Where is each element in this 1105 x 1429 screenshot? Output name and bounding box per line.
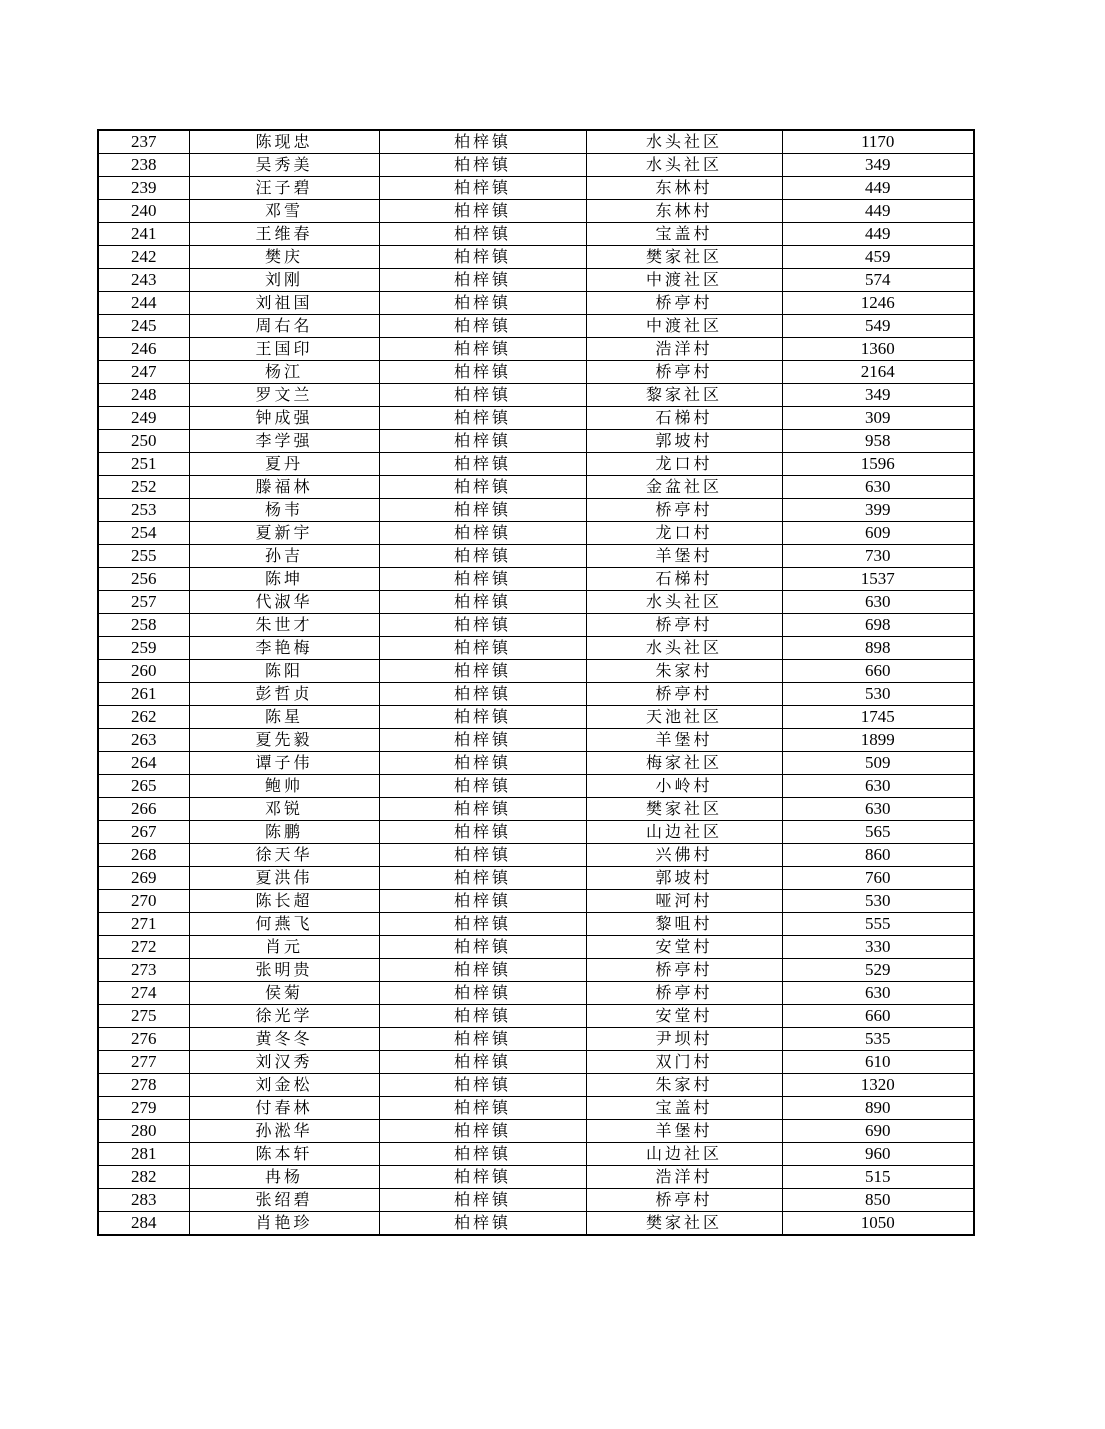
cell-name: 谭子伟 <box>189 752 379 775</box>
cell-index: 269 <box>98 867 189 890</box>
cell-village: 石梯村 <box>586 407 782 430</box>
cell-village: 石梯村 <box>586 568 782 591</box>
cell-name: 陈本轩 <box>189 1143 379 1166</box>
cell-name: 夏丹 <box>189 453 379 476</box>
cell-town: 柏梓镇 <box>379 936 586 959</box>
cell-village: 中渡社区 <box>586 269 782 292</box>
cell-town: 柏梓镇 <box>379 591 586 614</box>
table-row <box>98 1051 974 1074</box>
table-row <box>98 292 974 315</box>
cell-village: 朱家村 <box>586 1074 782 1097</box>
cell-village: 中渡社区 <box>586 315 782 338</box>
table-row <box>98 407 974 430</box>
cell-amount: 630 <box>782 982 974 1005</box>
table-row <box>98 821 974 844</box>
cell-index: 249 <box>98 407 189 430</box>
cell-town: 柏梓镇 <box>379 384 586 407</box>
cell-village: 浩洋村 <box>586 1166 782 1189</box>
table-row <box>98 269 974 292</box>
cell-index: 248 <box>98 384 189 407</box>
cell-index: 267 <box>98 821 189 844</box>
cell-town: 柏梓镇 <box>379 637 586 660</box>
cell-village: 郭坡村 <box>586 867 782 890</box>
cell-index: 256 <box>98 568 189 591</box>
cell-town: 柏梓镇 <box>379 1051 586 1074</box>
cell-town: 柏梓镇 <box>379 545 586 568</box>
table-row <box>98 522 974 545</box>
cell-index: 280 <box>98 1120 189 1143</box>
cell-index: 277 <box>98 1051 189 1074</box>
cell-town: 柏梓镇 <box>379 798 586 821</box>
cell-name: 钟成强 <box>189 407 379 430</box>
cell-amount: 1596 <box>782 453 974 476</box>
cell-town: 柏梓镇 <box>379 660 586 683</box>
cell-name: 鲍帅 <box>189 775 379 798</box>
cell-village: 桥亭村 <box>586 499 782 522</box>
cell-amount: 630 <box>782 775 974 798</box>
table-row <box>98 384 974 407</box>
cell-village: 羊堡村 <box>586 545 782 568</box>
cell-name: 张明贵 <box>189 959 379 982</box>
cell-name: 张绍碧 <box>189 1189 379 1212</box>
cell-index: 268 <box>98 844 189 867</box>
cell-name: 邓雪 <box>189 200 379 223</box>
cell-index: 261 <box>98 683 189 706</box>
cell-amount: 2164 <box>782 361 974 384</box>
cell-amount: 890 <box>782 1097 974 1120</box>
table-row <box>98 1097 974 1120</box>
cell-amount: 330 <box>782 936 974 959</box>
table-row <box>98 637 974 660</box>
cell-index: 245 <box>98 315 189 338</box>
cell-amount: 459 <box>782 246 974 269</box>
cell-town: 柏梓镇 <box>379 200 586 223</box>
cell-name: 付春林 <box>189 1097 379 1120</box>
cell-name: 王国印 <box>189 338 379 361</box>
cell-index: 283 <box>98 1189 189 1212</box>
cell-town: 柏梓镇 <box>379 338 586 361</box>
cell-index: 250 <box>98 430 189 453</box>
table-row <box>98 223 974 246</box>
cell-name: 刘汉秀 <box>189 1051 379 1074</box>
cell-index: 265 <box>98 775 189 798</box>
cell-index: 279 <box>98 1097 189 1120</box>
cell-index: 272 <box>98 936 189 959</box>
cell-index: 260 <box>98 660 189 683</box>
cell-town: 柏梓镇 <box>379 706 586 729</box>
cell-index: 266 <box>98 798 189 821</box>
cell-index: 263 <box>98 729 189 752</box>
cell-name: 陈现忠 <box>189 130 379 154</box>
cell-town: 柏梓镇 <box>379 154 586 177</box>
cell-town: 柏梓镇 <box>379 223 586 246</box>
cell-village: 桥亭村 <box>586 1189 782 1212</box>
cell-index: 274 <box>98 982 189 1005</box>
cell-village: 黎咀村 <box>586 913 782 936</box>
cell-town: 柏梓镇 <box>379 913 586 936</box>
table-row <box>98 476 974 499</box>
cell-amount: 565 <box>782 821 974 844</box>
cell-name: 樊庆 <box>189 246 379 269</box>
cell-index: 252 <box>98 476 189 499</box>
table-row <box>98 1074 974 1097</box>
cell-amount: 609 <box>782 522 974 545</box>
cell-town: 柏梓镇 <box>379 729 586 752</box>
cell-village: 羊堡村 <box>586 729 782 752</box>
cell-index: 254 <box>98 522 189 545</box>
table-row <box>98 130 974 154</box>
cell-town: 柏梓镇 <box>379 315 586 338</box>
cell-amount: 958 <box>782 430 974 453</box>
cell-amount: 1360 <box>782 338 974 361</box>
cell-village: 浩洋村 <box>586 338 782 361</box>
cell-village: 东林村 <box>586 177 782 200</box>
cell-name: 孙淞华 <box>189 1120 379 1143</box>
cell-index: 284 <box>98 1212 189 1236</box>
cell-index: 255 <box>98 545 189 568</box>
cell-village: 安堂村 <box>586 936 782 959</box>
cell-village: 宝盖村 <box>586 223 782 246</box>
cell-town: 柏梓镇 <box>379 890 586 913</box>
cell-town: 柏梓镇 <box>379 1120 586 1143</box>
cell-name: 罗文兰 <box>189 384 379 407</box>
cell-town: 柏梓镇 <box>379 959 586 982</box>
cell-village: 羊堡村 <box>586 1120 782 1143</box>
table-row <box>98 1005 974 1028</box>
cell-name: 何燕飞 <box>189 913 379 936</box>
cell-village: 双门村 <box>586 1051 782 1074</box>
cell-village: 龙口村 <box>586 453 782 476</box>
cell-name: 杨韦 <box>189 499 379 522</box>
table-row <box>98 1189 974 1212</box>
cell-name: 冉杨 <box>189 1166 379 1189</box>
cell-village: 哑河村 <box>586 890 782 913</box>
table-row <box>98 729 974 752</box>
cell-town: 柏梓镇 <box>379 821 586 844</box>
cell-village: 东林村 <box>586 200 782 223</box>
cell-index: 251 <box>98 453 189 476</box>
cell-town: 柏梓镇 <box>379 407 586 430</box>
cell-name: 夏新宇 <box>189 522 379 545</box>
cell-town: 柏梓镇 <box>379 982 586 1005</box>
cell-index: 253 <box>98 499 189 522</box>
cell-amount: 1537 <box>782 568 974 591</box>
cell-village: 樊家社区 <box>586 246 782 269</box>
cell-index: 278 <box>98 1074 189 1097</box>
table-row <box>98 660 974 683</box>
cell-amount: 515 <box>782 1166 974 1189</box>
table-row <box>98 1166 974 1189</box>
cell-town: 柏梓镇 <box>379 361 586 384</box>
cell-amount: 610 <box>782 1051 974 1074</box>
table-row <box>98 1143 974 1166</box>
table-row <box>98 844 974 867</box>
cell-name: 徐天华 <box>189 844 379 867</box>
cell-town: 柏梓镇 <box>379 1212 586 1236</box>
cell-amount: 1899 <box>782 729 974 752</box>
cell-name: 彭哲贞 <box>189 683 379 706</box>
table-row <box>98 683 974 706</box>
cell-index: 271 <box>98 913 189 936</box>
cell-index: 273 <box>98 959 189 982</box>
table-row <box>98 798 974 821</box>
cell-name: 陈坤 <box>189 568 379 591</box>
cell-name: 夏先毅 <box>189 729 379 752</box>
cell-village: 樊家社区 <box>586 1212 782 1236</box>
cell-name: 侯菊 <box>189 982 379 1005</box>
cell-town: 柏梓镇 <box>379 752 586 775</box>
cell-amount: 555 <box>782 913 974 936</box>
cell-amount: 349 <box>782 154 974 177</box>
cell-index: 240 <box>98 200 189 223</box>
cell-name: 陈星 <box>189 706 379 729</box>
cell-index: 241 <box>98 223 189 246</box>
cell-name: 刘祖国 <box>189 292 379 315</box>
table-row <box>98 499 974 522</box>
cell-village: 梅家社区 <box>586 752 782 775</box>
cell-index: 242 <box>98 246 189 269</box>
cell-index: 244 <box>98 292 189 315</box>
cell-amount: 574 <box>782 269 974 292</box>
cell-village: 郭坡村 <box>586 430 782 453</box>
cell-name: 王维春 <box>189 223 379 246</box>
table-row <box>98 200 974 223</box>
cell-amount: 898 <box>782 637 974 660</box>
cell-village: 桥亭村 <box>586 683 782 706</box>
cell-name: 刘刚 <box>189 269 379 292</box>
table-row <box>98 614 974 637</box>
cell-name: 代淑华 <box>189 591 379 614</box>
cell-name: 徐光学 <box>189 1005 379 1028</box>
cell-town: 柏梓镇 <box>379 1074 586 1097</box>
cell-village: 桥亭村 <box>586 982 782 1005</box>
cell-index: 239 <box>98 177 189 200</box>
cell-name: 肖艳珍 <box>189 1212 379 1236</box>
cell-village: 安堂村 <box>586 1005 782 1028</box>
cell-town: 柏梓镇 <box>379 1143 586 1166</box>
cell-amount: 399 <box>782 499 974 522</box>
cell-index: 257 <box>98 591 189 614</box>
cell-index: 282 <box>98 1166 189 1189</box>
cell-index: 243 <box>98 269 189 292</box>
table-row <box>98 1028 974 1051</box>
table-row <box>98 591 974 614</box>
cell-village: 水头社区 <box>586 154 782 177</box>
cell-village: 樊家社区 <box>586 798 782 821</box>
cell-town: 柏梓镇 <box>379 522 586 545</box>
cell-town: 柏梓镇 <box>379 292 586 315</box>
cell-amount: 630 <box>782 798 974 821</box>
cell-name: 夏洪伟 <box>189 867 379 890</box>
table-row <box>98 706 974 729</box>
cell-index: 270 <box>98 890 189 913</box>
cell-town: 柏梓镇 <box>379 775 586 798</box>
cell-town: 柏梓镇 <box>379 499 586 522</box>
cell-name: 杨江 <box>189 361 379 384</box>
table-row <box>98 568 974 591</box>
cell-amount: 549 <box>782 315 974 338</box>
table-row <box>98 982 974 1005</box>
cell-name: 肖元 <box>189 936 379 959</box>
cell-amount: 449 <box>782 200 974 223</box>
cell-amount: 535 <box>782 1028 974 1051</box>
cell-amount: 530 <box>782 890 974 913</box>
cell-town: 柏梓镇 <box>379 1005 586 1028</box>
cell-town: 柏梓镇 <box>379 476 586 499</box>
cell-town: 柏梓镇 <box>379 246 586 269</box>
table-row <box>98 430 974 453</box>
cell-amount: 530 <box>782 683 974 706</box>
cell-index: 247 <box>98 361 189 384</box>
cell-town: 柏梓镇 <box>379 430 586 453</box>
cell-village: 山边社区 <box>586 821 782 844</box>
cell-index: 238 <box>98 154 189 177</box>
cell-amount: 529 <box>782 959 974 982</box>
cell-town: 柏梓镇 <box>379 1166 586 1189</box>
cell-amount: 449 <box>782 223 974 246</box>
cell-amount: 309 <box>782 407 974 430</box>
cell-village: 山边社区 <box>586 1143 782 1166</box>
cell-amount: 1170 <box>782 130 974 154</box>
cell-town: 柏梓镇 <box>379 453 586 476</box>
cell-village: 小岭村 <box>586 775 782 798</box>
data-table <box>97 129 975 1236</box>
table-body <box>98 130 974 1235</box>
cell-town: 柏梓镇 <box>379 1097 586 1120</box>
cell-amount: 850 <box>782 1189 974 1212</box>
table-row <box>98 936 974 959</box>
cell-town: 柏梓镇 <box>379 1189 586 1212</box>
cell-amount: 690 <box>782 1120 974 1143</box>
cell-amount: 1745 <box>782 706 974 729</box>
cell-index: 237 <box>98 130 189 154</box>
table-row <box>98 913 974 936</box>
cell-village: 桥亭村 <box>586 614 782 637</box>
cell-amount: 660 <box>782 1005 974 1028</box>
cell-index: 246 <box>98 338 189 361</box>
cell-town: 柏梓镇 <box>379 568 586 591</box>
table-row <box>98 867 974 890</box>
cell-name: 陈阳 <box>189 660 379 683</box>
cell-name: 吴秀美 <box>189 154 379 177</box>
cell-amount: 509 <box>782 752 974 775</box>
table-row <box>98 775 974 798</box>
table-row <box>98 959 974 982</box>
cell-village: 黎家社区 <box>586 384 782 407</box>
cell-name: 刘金松 <box>189 1074 379 1097</box>
cell-village: 桥亭村 <box>586 959 782 982</box>
cell-name: 李学强 <box>189 430 379 453</box>
table-row <box>98 246 974 269</box>
cell-amount: 1246 <box>782 292 974 315</box>
cell-name: 陈长超 <box>189 890 379 913</box>
cell-amount: 1050 <box>782 1212 974 1236</box>
cell-village: 龙口村 <box>586 522 782 545</box>
cell-town: 柏梓镇 <box>379 683 586 706</box>
cell-town: 柏梓镇 <box>379 130 586 154</box>
cell-town: 柏梓镇 <box>379 269 586 292</box>
cell-town: 柏梓镇 <box>379 614 586 637</box>
cell-name: 李艳梅 <box>189 637 379 660</box>
table-row <box>98 890 974 913</box>
cell-name: 朱世才 <box>189 614 379 637</box>
cell-name: 黄冬冬 <box>189 1028 379 1051</box>
cell-index: 276 <box>98 1028 189 1051</box>
cell-name: 陈鹏 <box>189 821 379 844</box>
cell-name: 汪子碧 <box>189 177 379 200</box>
cell-index: 264 <box>98 752 189 775</box>
table-row <box>98 154 974 177</box>
cell-index: 275 <box>98 1005 189 1028</box>
table-row <box>98 545 974 568</box>
cell-amount: 1320 <box>782 1074 974 1097</box>
cell-village: 宝盖村 <box>586 1097 782 1120</box>
table-row <box>98 752 974 775</box>
cell-amount: 860 <box>782 844 974 867</box>
cell-town: 柏梓镇 <box>379 844 586 867</box>
table-row <box>98 315 974 338</box>
cell-village: 水头社区 <box>586 637 782 660</box>
table-row <box>98 453 974 476</box>
cell-village: 天池社区 <box>586 706 782 729</box>
cell-name: 周右名 <box>189 315 379 338</box>
cell-index: 281 <box>98 1143 189 1166</box>
cell-town: 柏梓镇 <box>379 177 586 200</box>
cell-amount: 730 <box>782 545 974 568</box>
cell-amount: 449 <box>782 177 974 200</box>
cell-village: 朱家村 <box>586 660 782 683</box>
cell-amount: 630 <box>782 476 974 499</box>
cell-amount: 660 <box>782 660 974 683</box>
cell-amount: 960 <box>782 1143 974 1166</box>
cell-name: 邓锐 <box>189 798 379 821</box>
cell-name: 孙吉 <box>189 545 379 568</box>
table-row <box>98 338 974 361</box>
cell-amount: 630 <box>782 591 974 614</box>
cell-amount: 349 <box>782 384 974 407</box>
cell-amount: 698 <box>782 614 974 637</box>
cell-village: 桥亭村 <box>586 361 782 384</box>
table-row <box>98 1120 974 1143</box>
cell-index: 259 <box>98 637 189 660</box>
cell-village: 水头社区 <box>586 130 782 154</box>
cell-index: 262 <box>98 706 189 729</box>
cell-village: 水头社区 <box>586 591 782 614</box>
cell-town: 柏梓镇 <box>379 1028 586 1051</box>
cell-index: 258 <box>98 614 189 637</box>
table-row <box>98 1212 974 1236</box>
table-row <box>98 361 974 384</box>
table-row <box>98 177 974 200</box>
cell-amount: 760 <box>782 867 974 890</box>
cell-village: 兴佛村 <box>586 844 782 867</box>
cell-village: 尹坝村 <box>586 1028 782 1051</box>
cell-village: 金盆社区 <box>586 476 782 499</box>
cell-village: 桥亭村 <box>586 292 782 315</box>
cell-town: 柏梓镇 <box>379 867 586 890</box>
cell-name: 滕福林 <box>189 476 379 499</box>
